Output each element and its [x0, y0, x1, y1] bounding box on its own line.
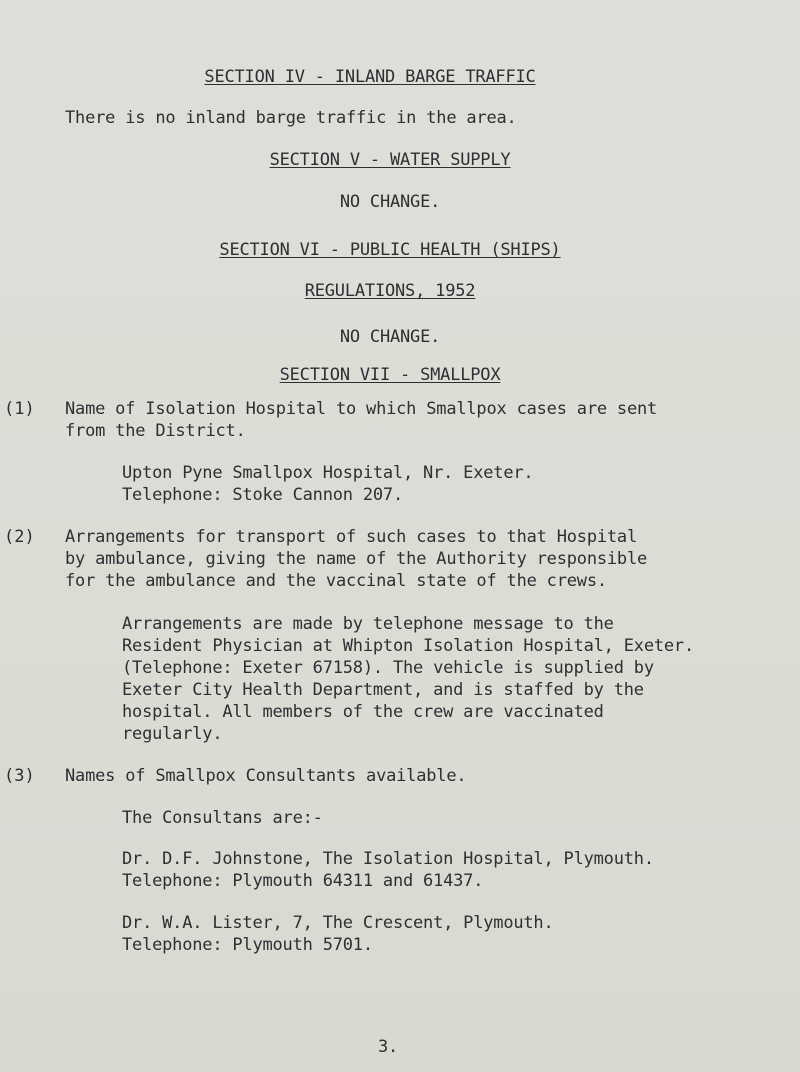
item-2-answer-line: (Telephone: Exeter 67158). The vehicle is supplied by: [122, 658, 654, 678]
consultant-1-line: Dr. D.F. Johnstone, The Isolation Hospital, Plymouth.: [122, 849, 654, 869]
item-3-question-line: Names of Smallpox Consultants available.: [65, 766, 467, 786]
section-vii-heading: SECTION VII - SMALLPOX: [279, 365, 501, 385]
section-vi-text: NO CHANGE.: [339, 327, 441, 347]
item-2-question-line: by ambulance, giving the name of the Authority responsible: [65, 549, 648, 569]
consultant-2-line: Telephone: Plymouth 5701.: [122, 935, 373, 955]
item-1-answer-line: Upton Pyne Smallpox Hospital, Nr. Exeter.: [122, 463, 534, 483]
consultant-1-line: Telephone: Plymouth 64311 and 61437.: [122, 871, 484, 891]
item-1-number: (1): [4, 399, 35, 419]
item-1-question-line: from the District.: [65, 421, 246, 441]
item-3-intro: The Consultans are:-: [122, 808, 323, 828]
item-1-answer-line: Telephone: Stoke Cannon 207.: [122, 485, 403, 505]
item-1-question-line: Name of Isolation Hospital to which Smallpox cases are sent: [65, 399, 658, 419]
section-v-heading: SECTION V - WATER SUPPLY: [269, 150, 511, 170]
item-2-question-line: for the ambulance and the vaccinal state of the crews.: [65, 571, 607, 591]
section-iv-heading: SECTION IV - INLAND BARGE TRAFFIC: [204, 67, 536, 87]
item-2-answer-line: Arrangements are made by telephone message to the: [122, 614, 614, 634]
item-2-answer-line: regularly.: [122, 724, 223, 744]
item-2-number: (2): [4, 527, 35, 547]
item-2-answer-line: Exeter City Health Department, and is staffed by the: [122, 680, 644, 700]
section-vi-subheading: REGULATIONS, 1952: [304, 281, 476, 301]
item-2-answer-line: Resident Physician at Whipton Isolation Hospital, Exeter.: [122, 636, 694, 656]
item-3-number: (3): [4, 766, 35, 786]
section-vi-heading: SECTION VI - PUBLIC HEALTH (SHIPS): [219, 240, 561, 260]
item-2-question-line: Arrangements for transport of such cases to that Hospital: [65, 527, 637, 547]
section-v-text: NO CHANGE.: [339, 192, 441, 212]
page-number: 3.: [377, 1037, 399, 1057]
section-iv-text: There is no inland barge traffic in the area.: [65, 108, 517, 128]
consultant-2-line: Dr. W.A. Lister, 7, The Crescent, Plymouth.: [122, 913, 554, 933]
item-2-answer-line: hospital. All members of the crew are vaccinated: [122, 702, 604, 722]
